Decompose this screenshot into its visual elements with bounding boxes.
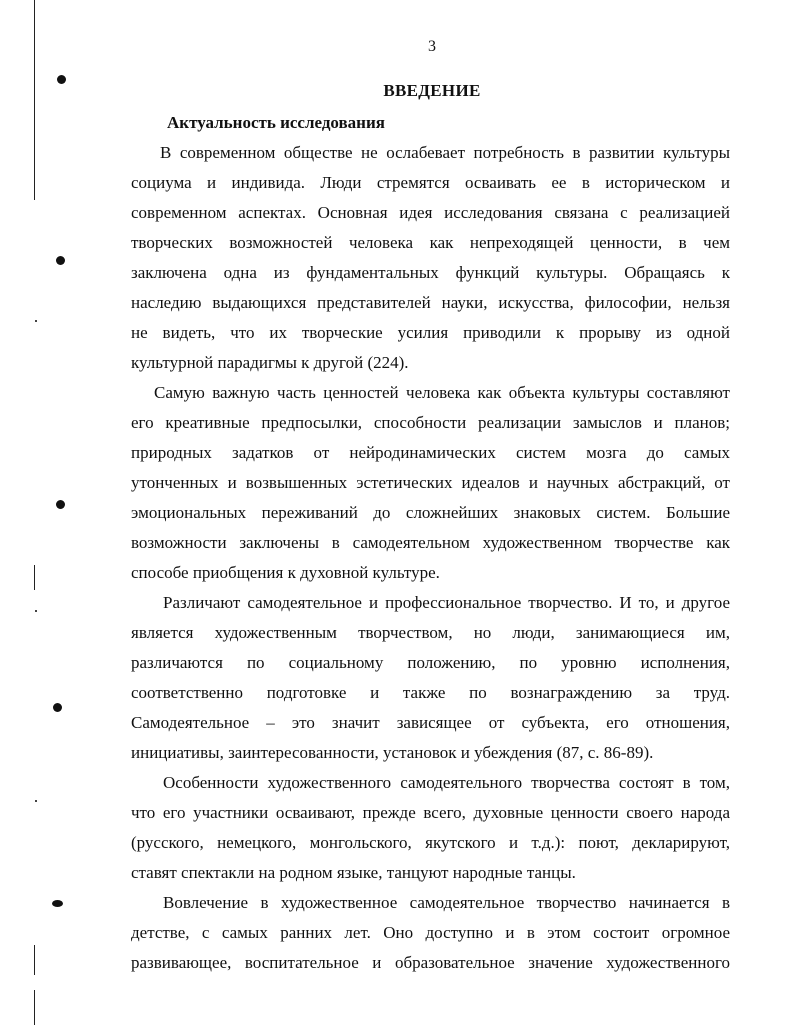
text-line: его креативные предпосылки, способности реализации замыслов и планов; — [131, 413, 730, 432]
text-line: Самодеятельное – это значит зависящее от субъекта, его отношения, — [131, 713, 730, 732]
text-line: социума и индивида. Люди стремятся осваивать ее в историческом и — [131, 173, 730, 192]
text-line: соответственно подготовке и также по вознаграждению за труд. — [131, 683, 730, 702]
text-line: заключена одна из фундаментальных функций культуры. Обращаясь к — [131, 263, 730, 282]
text-line: культурной парадигмы к другой (224). — [131, 353, 409, 372]
scan-speck — [35, 800, 37, 802]
text-line: развивающее, воспитательное и образовательное значение художественного — [131, 953, 730, 972]
text-line: является художественным творчеством, но люди, занимающиеся им, — [131, 623, 730, 642]
punch-hole-mark — [57, 75, 66, 84]
scan-margin-rule — [34, 565, 35, 590]
scan-margin-rule — [34, 945, 35, 975]
punch-hole-mark — [52, 900, 63, 907]
text-line: утонченных и возвышенных эстетических идеалов и научных абстракций, от — [131, 473, 730, 492]
text-line: Особенности художественного самодеятельного творчества состоят в том, — [163, 773, 730, 792]
page-number: 3 — [428, 38, 436, 55]
text-line: инициативы, заинтересованности, установок и убеждения (87, с. 86-89). — [131, 743, 654, 762]
scan-speck — [35, 320, 37, 322]
text-line: что его участники осваивают, прежде всего, духовные ценности своего народа — [131, 803, 730, 822]
text-line: природных задатков от нейродинамических систем мозга до самых — [131, 443, 730, 462]
scan-speck — [35, 610, 37, 612]
text-line: современном аспектах. Основная идея исследования связана с реализацией — [131, 203, 730, 222]
text-line: детстве, с самых ранних лет. Оно доступно и в этом состоит огромное — [131, 923, 730, 942]
text-line: Вовлечение в художественное самодеятельное творчество начинается в — [163, 893, 730, 912]
text-line: ставят спектакли на родном языке, танцуют народные танцы. — [131, 863, 576, 882]
text-line: возможности заключены в самодеятельном художественном творчестве как — [131, 533, 730, 552]
scan-margin-rule — [34, 0, 35, 200]
text-line: наследию выдающихся представителей науки, искусства, философии, нельзя — [131, 293, 730, 312]
text-line: способе приобщения к духовной культуре. — [131, 563, 440, 582]
text-line: В современном обществе не ослабевает потребность в развитии культуры — [160, 143, 730, 162]
punch-hole-mark — [56, 256, 65, 265]
text-line: не видеть, что их творческие усилия приводили к прорыву из одной — [131, 323, 730, 342]
text-line: творческих возможностей человека как непреходящей ценности, в чем — [131, 233, 730, 252]
text-line: Различают самодеятельное и профессиональное творчество. И то, и другое — [163, 593, 730, 612]
punch-hole-mark — [56, 500, 65, 509]
text-line: Самую важную часть ценностей человека как объекта культуры составляют — [154, 383, 730, 402]
section-heading: Актуальность исследования — [167, 113, 385, 132]
document-title: ВВЕДЕНИЕ — [383, 81, 481, 100]
scan-margin-rule — [34, 990, 35, 1025]
text-line: (русского, немецкого, монгольского, якутского и т.д.): поют, декларируют, — [131, 833, 730, 852]
text-line: различаются по социальному положению, по уровню исполнения, — [131, 653, 730, 672]
punch-hole-mark — [53, 703, 62, 712]
text-line: эмоциональных переживаний до сложнейших знаковых систем. Большие — [131, 503, 730, 522]
